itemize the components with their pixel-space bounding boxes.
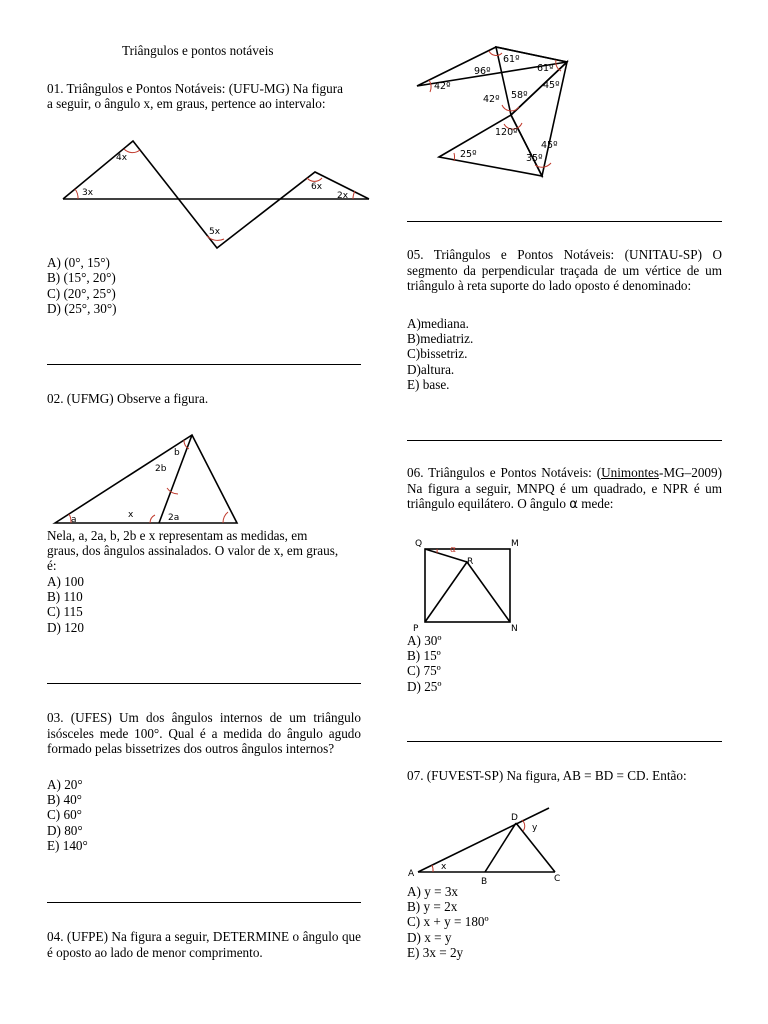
divider	[47, 902, 361, 903]
q01-label-2x: 2x	[337, 191, 349, 201]
q06-text-start: 06. Triângulos e Pontos Notáveis: (	[407, 465, 602, 480]
q06-label-N: N	[511, 624, 518, 634]
q02-option-a: A) 100	[47, 574, 84, 589]
q07-label-y: y	[532, 823, 538, 833]
q07-option-b: B) y = 2x	[407, 899, 458, 914]
q01-text-line2: a seguir, o ângulo x, em graus, pertence ao intervalo:	[47, 96, 326, 111]
q05-text: 05. Triângulos e Pontos Notáveis: (UNITAU-SP) O segmento da perpendicular traçada de um vértice de um triângulo à reta suporte do lado oposto é denominado:	[407, 247, 722, 293]
q06-text-rest: -MG–2009) Na figura a seguir, MNPQ é um quadrado, e NPR é um triângulo equilátero. O ângulo	[407, 465, 722, 511]
q01-label-3x: 3x	[82, 188, 94, 198]
q01-option-a: A) (0°, 15°)	[47, 255, 110, 270]
q04-label-96: 96º	[474, 66, 491, 77]
q03-option-e: E) 140°	[47, 838, 88, 853]
q06-label-alpha: α	[450, 545, 456, 555]
q01-text-line1: 01. Triângulos e Pontos Notáveis: (UFU-MG) Na figura	[47, 81, 343, 96]
q06-option-a: A) 30º	[407, 633, 442, 648]
q02-label-x: x	[128, 510, 134, 520]
q07-option-d: D) x = y	[407, 930, 452, 945]
q04-label-35: 35º	[526, 153, 543, 164]
q06-label-R: R	[467, 557, 474, 567]
q04-label-25: 25º	[460, 149, 477, 160]
q07-label-A: A	[408, 869, 415, 879]
q06-text-end: mede:	[581, 496, 614, 511]
q06-option-d: D) 25º	[407, 679, 442, 694]
q06-label-M: M	[511, 539, 519, 549]
divider	[47, 683, 361, 684]
q07-option-a: A) y = 3x	[407, 884, 459, 899]
q01-option-d: D) (25°, 30°)	[47, 301, 117, 316]
q03-option-c: C) 60°	[47, 807, 82, 822]
q06-option-b: B) 15º	[407, 648, 441, 663]
q03-text: 03. (UFES) Um dos ângulos internos de um triângulo isósceles mede 100°. Qual é a medida do ângulo agudo formado pelas bissetrizes dos outros ângulos internos?	[47, 710, 361, 756]
q06-label-P: P	[413, 624, 419, 634]
q04-label-120: 120º	[495, 127, 518, 138]
q07-option-e: E) 3x = 2y	[407, 945, 464, 960]
q01-label-4x: 4x	[116, 153, 128, 163]
q06-option-c: C) 75º	[407, 663, 441, 678]
q03-option-a: A) 20°	[47, 777, 83, 792]
q03-option-d: D) 80°	[47, 823, 83, 838]
q04-label-61-right: 61º	[537, 63, 554, 74]
q04-label-42-mid: 42º	[483, 94, 500, 105]
q06-alpha-symbol: α	[569, 497, 578, 512]
q02-desc-line2: graus, dos ângulos assinalados. O valor de x, em graus,	[47, 543, 339, 558]
q05-option-a: A)mediana.	[407, 316, 469, 331]
q02-text: 02. (UFMG) Observe a figura.	[47, 391, 209, 406]
q04-label-61-top: 61º	[503, 54, 520, 65]
q07-label-x: x	[441, 862, 447, 872]
q02-desc-line3: é:	[47, 558, 57, 573]
q03-option-b: B) 40°	[47, 792, 82, 807]
q04-label-42-left: 42º	[434, 81, 451, 92]
q06-source: Unimontes	[601, 465, 659, 480]
q02-label-a: a	[71, 515, 77, 525]
q06-label-Q: Q	[415, 539, 423, 549]
q02-figure	[47, 0, 377, 540]
q07-text: 07. (FUVEST-SP) Na figura, AB = BD = CD. Então:	[407, 768, 687, 783]
q02-option-d: D) 120	[47, 620, 84, 635]
q05-option-b: B)mediatriz.	[407, 331, 474, 346]
q04-label-58: 58º	[511, 90, 528, 101]
q02-label-b: b	[174, 448, 180, 458]
q02-desc-line1: Nela, a, 2a, b, 2b e x representam as medidas, em	[47, 528, 308, 543]
q07-option-c: C) x + y = 180º	[407, 914, 489, 929]
page-title: Triângulos e pontos notáveis	[122, 43, 274, 58]
q05-option-d: D)altura.	[407, 362, 455, 377]
q02-label-2a: 2a	[168, 513, 180, 523]
q01-option-b: B) (15°, 20°)	[47, 270, 116, 285]
q04-label-45-lower: 45º	[541, 140, 558, 151]
q02-label-2b: 2b	[155, 464, 167, 474]
q07-label-C: C	[554, 874, 561, 884]
q01-option-c: C) (20°, 25°)	[47, 286, 116, 301]
q04-label-45-upper: 45º	[543, 80, 560, 91]
q07-figure	[407, 0, 727, 890]
q07-label-B: B	[481, 877, 488, 887]
q02-option-c: C) 115	[47, 604, 83, 619]
q05-option-e: E) base.	[407, 377, 450, 392]
q05-option-c: C)bissetriz.	[407, 346, 468, 361]
q07-label-D: D	[511, 813, 518, 823]
q04-text: 04. (UFPE) Na figura a seguir, DETERMINE o ângulo que é oposto ao lado de menor comprimento.	[47, 929, 361, 960]
q01-label-6x: 6x	[311, 182, 323, 192]
q02-option-b: B) 110	[47, 589, 83, 604]
q01-label-5x: 5x	[209, 227, 221, 237]
